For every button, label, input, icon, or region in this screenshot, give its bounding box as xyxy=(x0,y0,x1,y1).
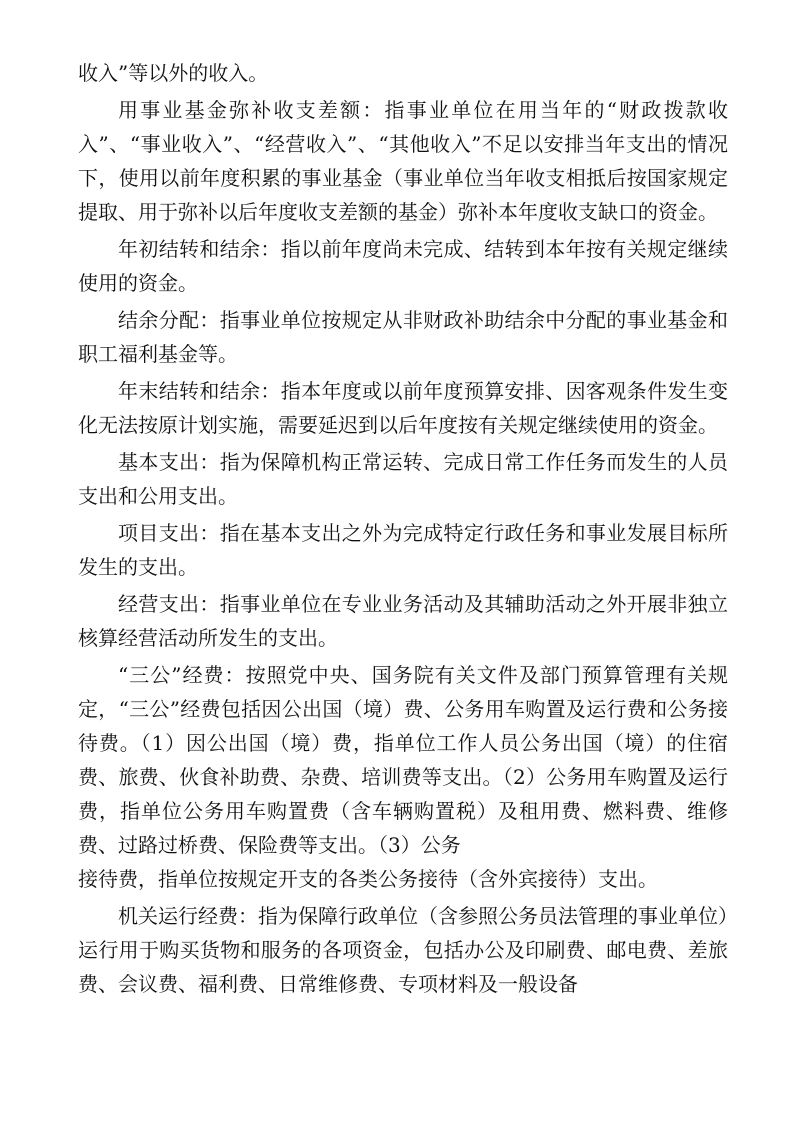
paragraph-reception-expenses: 接待费，指单位按规定开支的各类公务接待（含外宾接待）支出。 xyxy=(78,867,658,891)
paragraph-fund-deficit: 用事业基金弥补收支差额：指事业单位在用当年的“财政拨款收入”、“事业收入”、“经营收入”、“其他收入”不足以安排当年支出的情况下，使用以前年度积累的事业基金（事业单位当年收支相抵后按国家规定提取、用于弥补以后年度收支差额的基金）弥补本年度收支缺口的资金。 xyxy=(78,98,728,224)
paragraph-surplus-distribution: 结余分配：指事业单位按规定从非财政补助结余中分配的事业基金和职工福利基金等。 xyxy=(78,308,728,366)
paragraph-carryover-start: 年初结转和结余：指以前年度尚未完成、结转到本年按有关规定继续使用的资金。 xyxy=(78,237,728,295)
paragraph-operating-expenditure: 经营支出：指事业单位在专业业务活动及其辅助活动之外开展非独立核算经营活动所发生的支出。 xyxy=(78,592,728,650)
paragraph-carryover-end: 年末结转和结余：指本年度或以前年度预算安排、因客观条件发生变化无法按原计划实施，需要延迟到以后年度按有关规定继续使用的资金。 xyxy=(78,379,728,437)
paragraph-agency-operating-funds: 机关运行经费：指为保障行政单位（含参照公务员法管理的事业单位）运行用于购买货物和服务的各项资金，包括办公及印刷费、邮电费、差旅费、会议费、福利费、日常维修费、专项材料及一般设备 xyxy=(78,904,728,996)
paragraph-three-public-expenses: “三公”经费：按照党中央、国务院有关文件及部门预算管理有关规定，“三公”经费包括因公出国（境）费、公务用车购置及运行费和公务接待费。（1）因公出国（境）费，指单位工作人员公务出国（境）的住宿费、旅费、伙食补助费、杂费、培训费等支出。（2）公务用车购置及运行费，指单位公务用车购置费（含车辆购置税）及租用费、燃料费、维修费、过路过桥费、保险费等支出。（3）公务 xyxy=(78,663,728,857)
document-body xyxy=(78,56,728,1001)
paragraph-basic-expenditure: 基本支出：指为保障机构正常运转、完成日常工作任务而发生的人员支出和公用支出。 xyxy=(78,450,728,508)
paragraph-project-expenditure: 项目支出：指在基本支出之外为完成特定行政任务和事业发展目标所发生的支出。 xyxy=(78,521,728,579)
paragraph-income-continuation: 收入”等以外的收入。 xyxy=(78,61,269,85)
